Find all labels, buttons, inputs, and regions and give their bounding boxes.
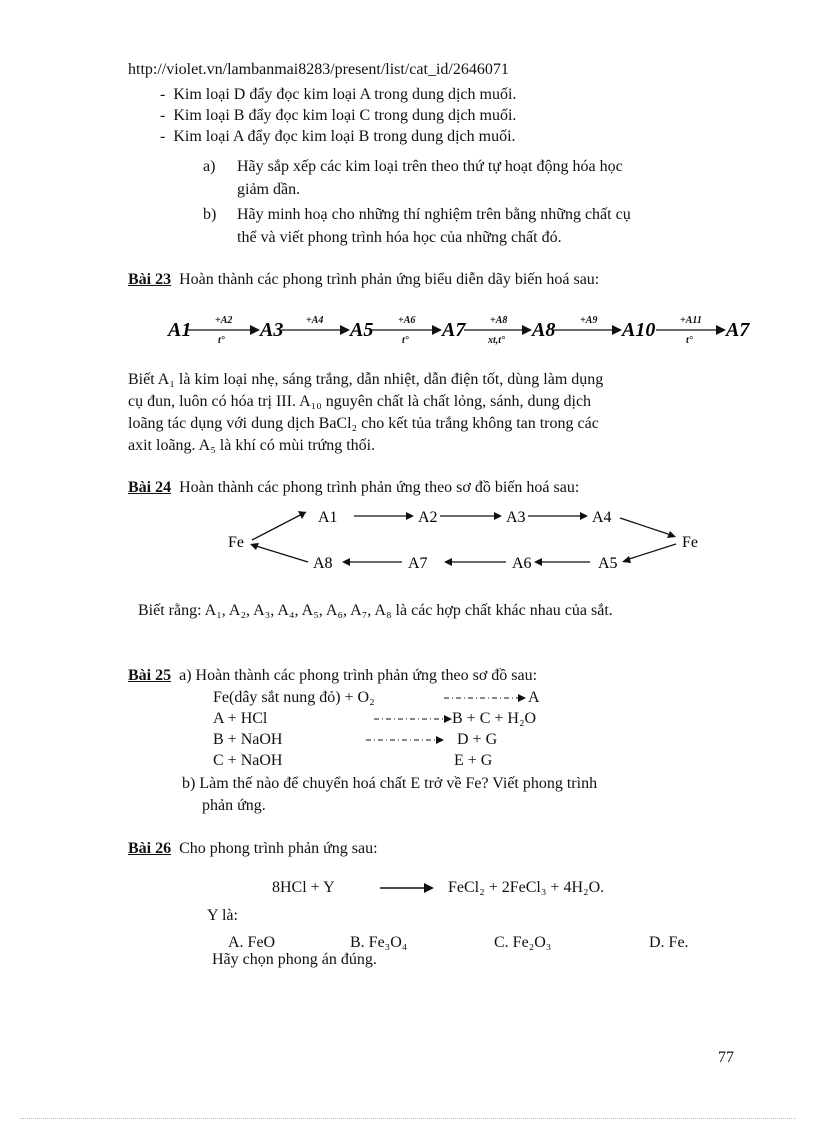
arrow-label-top: +A4 (306, 315, 324, 326)
bai26-eq-right: FeCl₂ + 2FeCl₃ + 4H₂O. (448, 879, 605, 896)
reaction-right: A (528, 689, 540, 706)
bai25-title: Bài 25 (128, 667, 172, 684)
bottom-node: A7 (408, 555, 428, 572)
top-node: A1 (318, 509, 338, 526)
header-url: http://violet.vn/lambanmai8283/present/list/cat_id/2646071 (128, 61, 509, 78)
bullet-text: Kim loại B đẩy đọc kim loại C trong dung dịch muối. (173, 107, 517, 124)
bai23-desc-line: loãng tác dụng với dung dịch BaCl₂ cho kết tủa trắng không tan trong các (128, 415, 599, 432)
reaction-left: Fe(dây sắt nung đỏ) + O₂ (213, 689, 375, 706)
bai26-intro: Cho phong trình phản ứng sau: (179, 840, 378, 857)
chain-arrow (188, 315, 260, 346)
chain-node: A8 (532, 319, 556, 341)
bai26-choose: Hãy chọn phong án đúng. (212, 951, 377, 968)
reaction-right: E + G (454, 752, 493, 769)
reaction-right: B + C + H₂O (452, 710, 537, 727)
question-label: a) (203, 158, 216, 175)
page-bottom-divider (20, 1118, 796, 1119)
fe-left-label: Fe (228, 534, 244, 551)
fe-right-label: Fe (682, 534, 698, 551)
bullet-item: - Kim loại A đẩy đọc kim loại B trong dung dịch muối. (160, 128, 516, 145)
bai25-part-b-cont: phản ứng. (202, 797, 266, 814)
chain-arrow (282, 315, 350, 335)
arrow-label-top: +A9 (580, 315, 598, 326)
bai23-desc-line: Biết A₁ là kim loại nhẹ, sáng trắng, dẫn nhiệt, dẫn điện tốt, dùng làm dụng (128, 371, 604, 388)
bai23-heading (128, 270, 599, 291)
question-text: Hãy minh hoạ cho những thí nghiệm trên bằng những chất cụ (237, 206, 631, 223)
bottom-node: A5 (598, 555, 618, 572)
bai25-part-b: b) Làm thế nào để chuyển hoá chất E trở về Fe? Viết phong trình (182, 775, 598, 792)
answer-option: D. Fe. (649, 934, 689, 951)
bai26-eq-left: 8HCl + Y (272, 879, 335, 896)
answer-option: A. FeO (228, 934, 276, 951)
bai25-part-a: a) Hoàn thành các phong trình phản ứng theo sơ đồ sau: (179, 667, 538, 684)
bullet-text: Kim loại D đẩy đọc kim loại A trong dung dịch muối. (173, 86, 517, 103)
chain-node: A7 (442, 319, 466, 341)
reaction-left: A + HCl (213, 710, 268, 727)
bai23-intro: Hoàn thành các phong trình phản ứng biểu diễn dãy biến hoá sau: (179, 271, 600, 288)
top-node: A4 (592, 509, 612, 526)
bottom-node: A8 (313, 555, 333, 572)
reaction-left: B + NaOH (213, 731, 283, 748)
bai26-heading (128, 839, 378, 860)
question-text-cont: thể và viết phong trình hóa học của những chất đó. (237, 229, 562, 246)
arrow-label-bottom: t° (686, 335, 693, 346)
bai25-arrow-1 (440, 688, 530, 708)
chain-arrow (372, 315, 442, 346)
bai23-desc-line: cụ đun, luôn có hóa trị III. A₁₀ nguyên chất là chất lỏng, sánh, dung dịch (128, 393, 592, 410)
answer-option: B. Fe₃O₄ (350, 934, 408, 951)
bullet-item: - Kim loại D đẩy đọc kim loại A trong dung dịch muối. (160, 86, 517, 103)
bai23-desc-line: axit loãng. A₅ là khí có mùi trứng thối. (128, 437, 376, 454)
bai23-title: Bài 23 (128, 271, 172, 288)
bai24-intro: Hoàn thành các phong trình phản ứng theo sơ đồ biến hoá sau: (179, 479, 580, 496)
bai24-title: Bài 24 (128, 479, 172, 496)
bai24-note: Biết rằng: A₁, A₂, A₃, A₄, A₅, A₆, A₇, A₈ là các hợp chất khác nhau của sắt. (138, 602, 613, 619)
bullet-item: - Kim loại B đẩy đọc kim loại C trong dung dịch muối. (160, 107, 517, 124)
bottom-node: A6 (512, 555, 532, 572)
bai26-eq-arrow (378, 878, 438, 898)
arrow-label-top: +A11 (680, 315, 702, 326)
arrow-label-top: +A2 (215, 315, 233, 326)
bai26-title: Bài 26 (128, 840, 172, 857)
bai26-y-label: Y là: (207, 907, 238, 924)
arrow-label-bottom: t° (402, 335, 409, 346)
question-label: b) (203, 206, 217, 223)
chain-arrow (464, 315, 532, 346)
chain-node: A7 (726, 319, 750, 341)
arrow-label-top: +A8 (490, 315, 508, 326)
reaction-left: C + NaOH (213, 752, 283, 769)
page-number: 77 (718, 1049, 734, 1066)
arrow-label-top: +A6 (398, 315, 416, 326)
top-node: A2 (418, 509, 438, 526)
reaction-right: D + G (457, 731, 498, 748)
bai25-heading (128, 666, 537, 687)
bai24-heading (128, 478, 579, 499)
bai23-chain (160, 308, 760, 348)
chain-node: A3 (260, 319, 284, 341)
chain-node: A5 (350, 319, 374, 341)
question-text: Hãy sắp xếp các kim loại trên theo thứ tự hoạt động hóa học (237, 158, 623, 175)
chain-node: A1 (168, 319, 192, 341)
answer-option: C. Fe₂O₃ (494, 934, 552, 951)
top-node: A3 (506, 509, 526, 526)
question-text-cont: giảm dần. (237, 181, 301, 198)
chain-node: A10 (622, 319, 656, 341)
chain-arrow (656, 315, 726, 346)
chain-arrow (554, 315, 622, 335)
bai24-diagram (210, 500, 720, 582)
bullet-text: Kim loại A đẩy đọc kim loại B trong dung dịch muối. (173, 128, 516, 145)
arrow-label-bottom: t° (218, 335, 225, 346)
arrow-label-bottom: xt,t° (488, 335, 506, 346)
